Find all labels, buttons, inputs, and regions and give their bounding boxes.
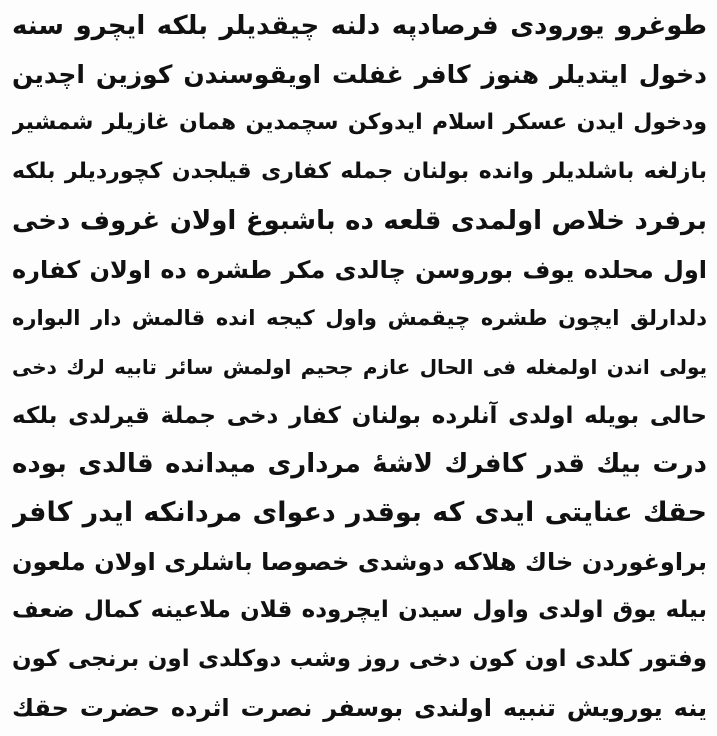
text-line-3: ودخول ايدن عسكر اسلام ايدوكن سچمدين همان غازيلر شمشير	[12, 110, 707, 136]
text-line-11: حقك عنايتى ايدى كه بوقدر دعواى مردانكه ايدر كافر	[12, 497, 707, 529]
text-line-13: بيله يوق اولدى واول سيدن ايچروده قلان ملاعينه كمال ضعف	[12, 597, 707, 624]
text-line-14: وفتور كلدى اون كون دخى روز وشب دوكلدى اون برنجى كون	[12, 646, 707, 673]
text-line-15: ينه يورويش تنبيه اولندى بوسفر نصرت اثرده حضرت حقك	[12, 693, 707, 722]
text-line-8: يولى اندن اولمغله فى الحال عازم جحيم اولمش سائر تابيه لرك دخى	[12, 354, 707, 379]
text-line-5: برفرد خلاص اولمدى قلعه ده باشبوغ اولان غروف دخى	[12, 205, 707, 236]
text-line-12: براوغوردن خاك هلاكه دوشدى خصوصا باشلرى اولان ملعون	[12, 547, 707, 576]
text-line-2: دخول ايتديلر هنوز كافر غفلت اويقوسندن كوزين اچدين	[12, 59, 707, 89]
text-line-10: درت بيك قدر كافرك لاشهٔ مردارى ميدانده قالدى بوده	[12, 449, 707, 480]
text-line-7: دلدارلق ايچون طشره چيقمش واول كيجه انده قالمش دار البواره	[12, 306, 707, 331]
text-line-4: بازلغه باشلديلر وانده بولنان جمله كفارى قيلجدن كچورديلر بلكه	[12, 159, 707, 185]
text-line-9: حالى بويله اولدى آنلرده بولنان كفار دخى جملة قيرلدى بلكه	[12, 402, 707, 429]
text-line-6: اول محلده يوف بوروسن چالدى مكر طشره ده اولان كفاره	[12, 255, 707, 284]
text-line-1: طوغرو يورودى فرصادپه دلنه چيقديلر بلكه ايچرو سنه	[12, 11, 707, 41]
text-block	[12, 6, 707, 728]
